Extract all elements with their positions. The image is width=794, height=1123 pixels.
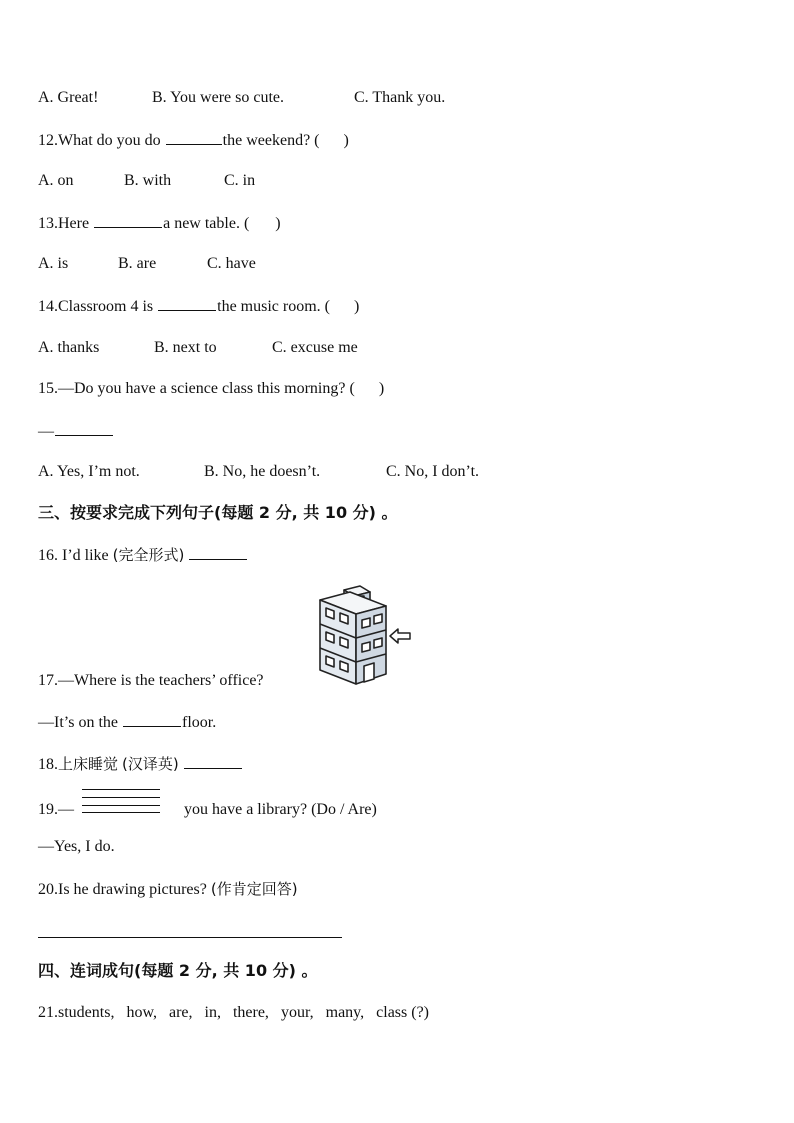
q12-text-after: the weekend? (	[222, 132, 320, 149]
answer-blank[interactable]	[94, 213, 162, 228]
option-b: B. No, he doesn’t.	[204, 463, 321, 480]
q12-text-before: 12.What do you do	[38, 132, 165, 149]
q13-text-after: a new table. (	[163, 215, 250, 232]
question-12	[38, 130, 349, 151]
q20-hint: (作肯定回答)	[210, 880, 298, 898]
answer-line[interactable]	[82, 789, 160, 790]
q20-text: 20.Is he drawing pictures?	[38, 881, 207, 898]
answer-blank[interactable]	[55, 421, 113, 436]
reply-dash: —	[38, 423, 54, 440]
option-c: C. in	[224, 172, 256, 189]
question-16	[38, 545, 248, 566]
q19-choices: (Do / Are)	[311, 801, 377, 818]
section-4-heading: 四、连词成句(每题 2 分, 共 10 分) 。	[38, 961, 318, 980]
q21-word: in,	[204, 1004, 221, 1021]
answer-blank[interactable]	[189, 545, 247, 560]
q21-word: are,	[168, 1004, 193, 1021]
q15-text: 15.—Do you have a science class this morning? (	[38, 380, 355, 397]
answer-line[interactable]	[38, 937, 342, 938]
q21-word: your,	[280, 1004, 314, 1021]
q12-options	[38, 171, 255, 191]
section-3-heading: 三、按要求完成下列句子(每题 2 分, 共 10 分) 。	[38, 503, 398, 522]
q21-word: there,	[232, 1004, 269, 1021]
q14-text-before: 14.Classroom 4 is	[38, 298, 158, 315]
q19-text: you have a library?	[184, 801, 308, 818]
answer-blank[interactable]	[184, 754, 242, 769]
paren-close: )	[354, 298, 360, 315]
q21-number: 21.	[38, 1004, 58, 1021]
q14-options	[38, 338, 358, 358]
q18-number: 18.	[38, 756, 58, 773]
q21-word: many,	[325, 1004, 365, 1021]
paren-close: )	[378, 380, 385, 397]
answer-blank[interactable]	[166, 130, 222, 145]
paren-close: )	[275, 215, 281, 232]
answer-blank[interactable]	[123, 712, 181, 727]
q13-text-before: 13.Here	[38, 215, 94, 232]
option-c: C. No, I don’t.	[386, 463, 480, 480]
question-18	[38, 754, 243, 775]
q15-reply	[38, 421, 114, 442]
question-13	[38, 213, 281, 234]
q21-word: class (?)	[376, 1004, 429, 1021]
option-a: A. Great!	[38, 89, 99, 106]
q13-options	[38, 254, 256, 274]
q16-hint: (完全形式)	[112, 546, 185, 564]
question-17: 17.—Where is the teachers’ office?	[38, 672, 264, 689]
paren-close: )	[343, 132, 349, 149]
q17-answer	[38, 712, 216, 733]
option-b: B. You were so cute.	[152, 89, 284, 106]
q15-options	[38, 462, 479, 482]
question-19	[38, 800, 377, 820]
q14-text-after: the music room. (	[217, 298, 330, 315]
question-14	[38, 296, 359, 317]
question-21	[38, 1003, 429, 1023]
q17-answer-before: —It’s on the	[38, 714, 122, 731]
q19-prefix: 19.—	[38, 801, 74, 818]
option-a: A. on	[38, 172, 74, 189]
q21-word: how,	[126, 1004, 157, 1021]
question-15	[38, 379, 384, 399]
q19-reply: —Yes, I do.	[38, 838, 115, 855]
answer-line[interactable]	[82, 797, 160, 798]
question-20	[38, 879, 298, 900]
option-a: A. Yes, I’m not.	[38, 463, 140, 480]
q18-chinese: 上床睡觉	[58, 755, 119, 773]
option-c: C. Thank you.	[354, 89, 446, 106]
option-a: A. thanks	[38, 339, 100, 356]
option-c: C. excuse me	[272, 339, 358, 356]
option-c: C. have	[207, 255, 256, 272]
option-b: B. next to	[154, 339, 217, 356]
q17-answer-after: floor.	[182, 714, 217, 731]
option-b: B. with	[124, 172, 172, 189]
q21-word: students,	[58, 1004, 115, 1021]
option-b: B. are	[118, 255, 157, 272]
q11-options	[38, 88, 445, 108]
answer-blank[interactable]	[158, 296, 216, 311]
q16-text: 16. I’d like	[38, 547, 109, 564]
option-a: A. is	[38, 255, 69, 272]
building-icon	[316, 584, 412, 688]
q18-hint: (汉译英)	[122, 755, 179, 773]
